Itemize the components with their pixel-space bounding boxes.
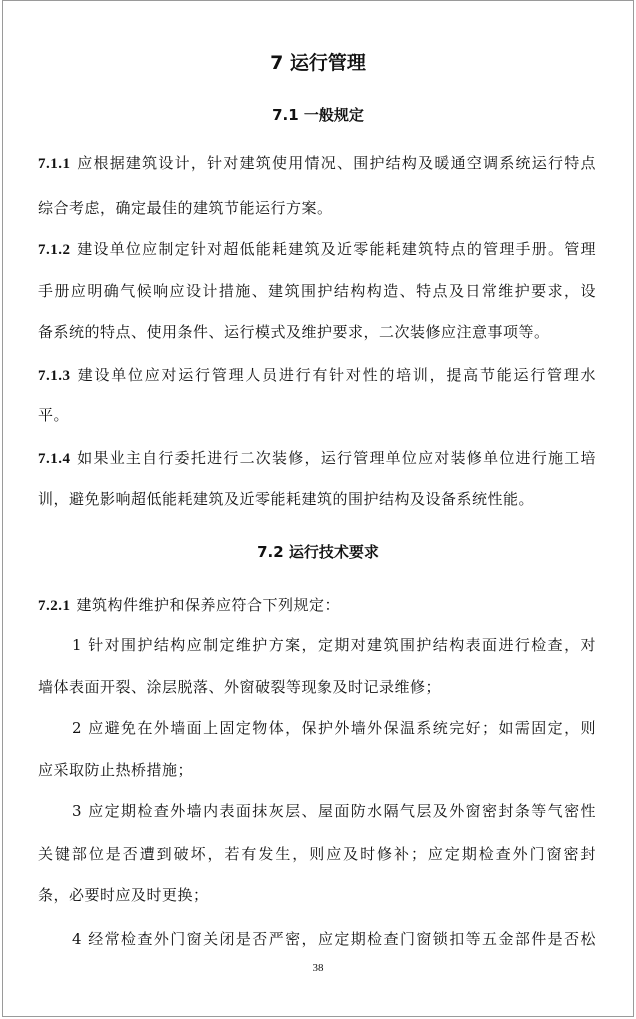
section-title-7-2: 7.2 运行技术要求	[257, 543, 379, 561]
list-item-4: 4 经常检查外门窗关闭是否严密，应定期检查门窗锁扣等五金部件是否松	[72, 930, 596, 948]
clause-7-2-1	[38, 594, 596, 617]
clause-number: 7.1.1	[38, 156, 71, 172]
page-number: 38	[312, 962, 324, 974]
clause-number: 7.1.4	[38, 451, 71, 467]
clause-text: 建筑构件维护和保养应符合下列规定：	[76, 596, 341, 614]
chapter-title: 7 运行管理	[270, 52, 366, 74]
list-item-line: 条，必要时应及时更换；	[38, 886, 209, 904]
section-title-7-1: 7.1 一般规定	[272, 106, 364, 124]
clause-text-line: 手册应明确气候响应设计措施、建筑围护结构构造、特点及日常维护要求，设	[38, 282, 596, 300]
list-item-1: 1 针对围护结构应制定维护方案，定期对建筑围护结构表面进行检查，对	[72, 636, 596, 654]
clause-number: 7.1.3	[38, 368, 71, 384]
clause-text: 如果业主自行委托进行二次装修，运行管理单位应对装修单位进行施工培	[76, 449, 596, 467]
clause-7-1-4	[38, 447, 596, 470]
clause-7-1-2	[38, 238, 596, 261]
clause-number: 7.1.2	[38, 242, 71, 258]
list-item-line: 关键部位是否遭到破坏，若有发生，则应及时修补；应定期检查外门窗密封	[38, 845, 596, 863]
clause-text-line: 平。	[38, 406, 70, 424]
clause-text: 应根据建筑设计，针对建筑使用情况、围护结构及暖通空调系统运行特点	[76, 154, 596, 172]
clause-text: 建设单位应制定针对超低能耗建筑及近零能耗建筑特点的管理手册。管理	[76, 240, 596, 258]
clause-7-1-3	[38, 364, 596, 387]
clause-7-1-1	[38, 152, 596, 175]
list-item-2: 2 应避免在外墙面上固定物体，保护外墙外保温系统完好；如需固定，则	[72, 719, 596, 737]
clause-number: 7.2.1	[38, 598, 71, 614]
list-item-3: 3 应定期检查外墙内表面抹灰层、屋面防水隔气层及外窗密封条等气密性	[72, 802, 596, 820]
clause-text-line: 综合考虑，确定最佳的建筑节能运行方案。	[38, 199, 333, 217]
list-item-line: 墙体表面开裂、涂层脱落、外窗破裂等现象及时记录维修；	[38, 678, 442, 696]
clause-text: 建设单位应对运行管理人员进行有针对性的培训，提高节能运行管理水	[76, 366, 596, 384]
clause-text-line: 备系统的特点、使用条件、运行模式及维护要求，二次装修应注意事项等。	[38, 323, 550, 341]
list-item-line: 应采取防止热桥措施；	[38, 761, 194, 779]
clause-text-line: 训，避免影响超低能耗建筑及近零能耗建筑的围护结构及设备系统性能。	[38, 490, 535, 508]
